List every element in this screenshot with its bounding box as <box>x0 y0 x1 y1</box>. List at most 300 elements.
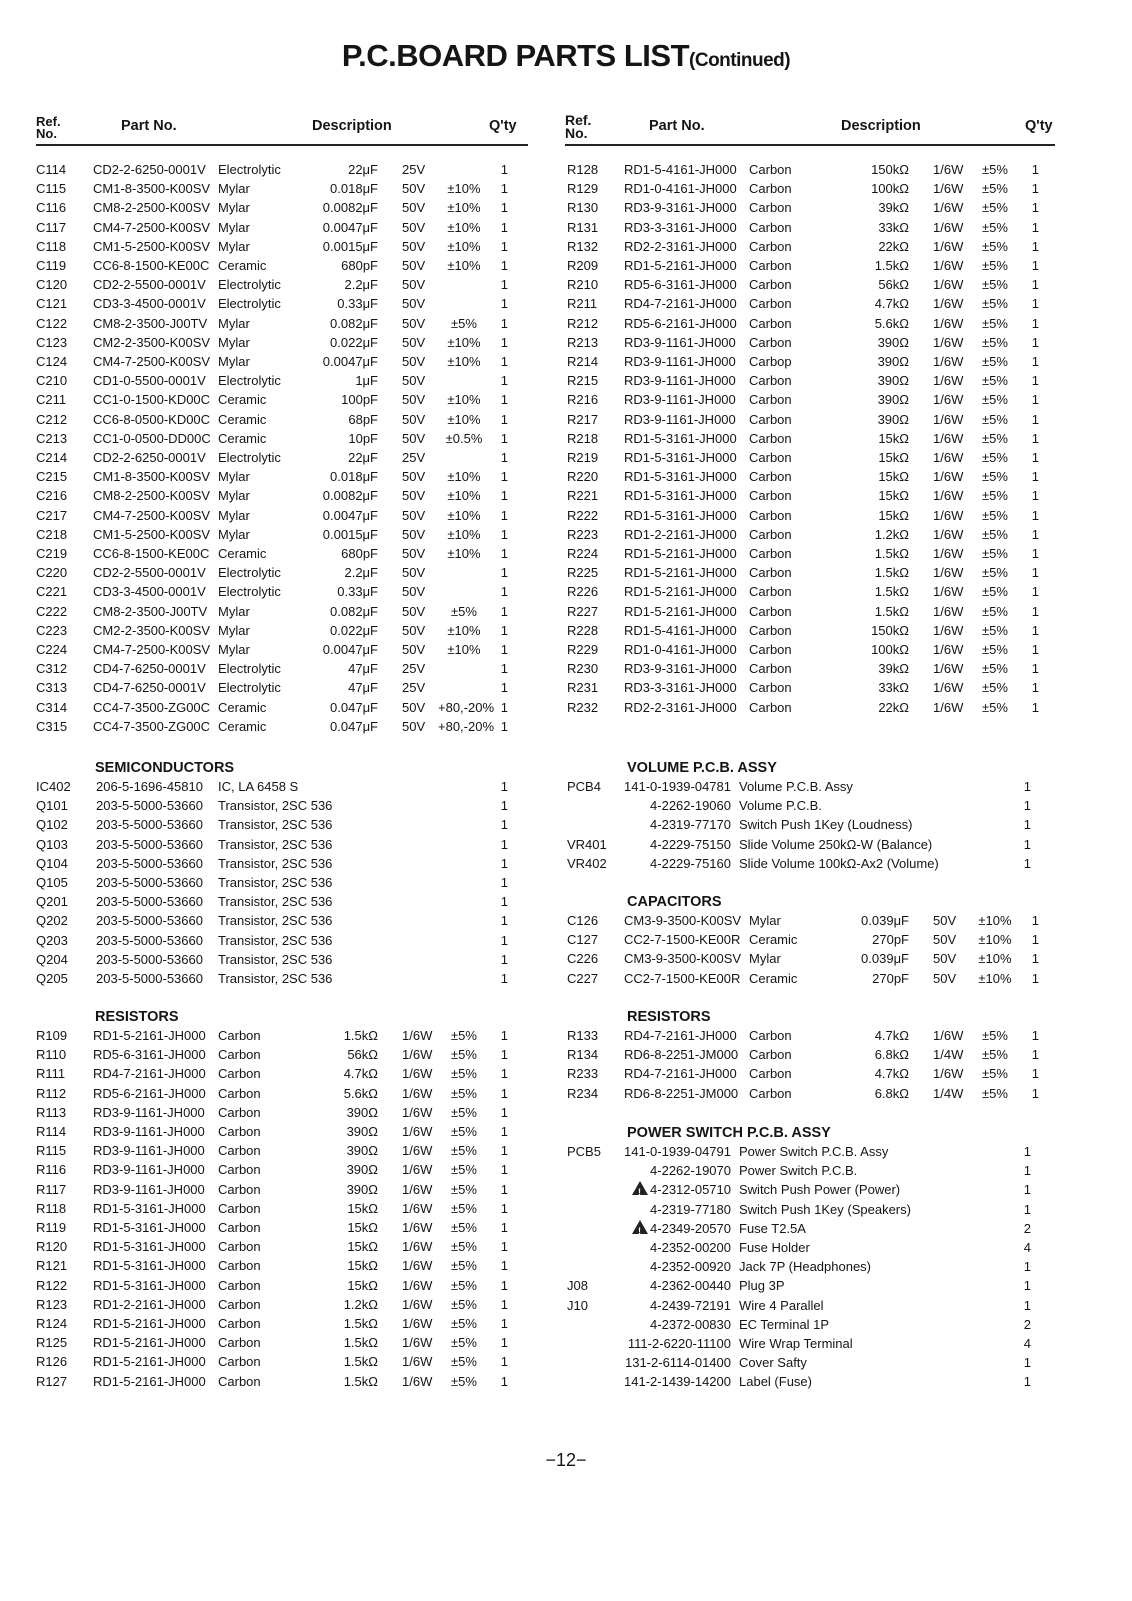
component-rating: 1/6W <box>933 430 964 446</box>
part-number: RD3-3-3161-JH000 <box>624 219 737 235</box>
quantity: 1 <box>1023 1182 1031 1198</box>
left-resistor-row <box>36 1237 536 1256</box>
component-value: 4.7kΩ <box>874 1066 909 1082</box>
quantity: 1 <box>500 1220 508 1235</box>
component-rating: 1/6W <box>402 1335 433 1351</box>
quantity: 1 <box>500 334 508 350</box>
part-number: 131-2-6114-01400 <box>624 1355 731 1371</box>
left-capacitor-row <box>36 179 536 198</box>
component-type: Carbon <box>749 488 792 504</box>
left-capacitor-row <box>36 429 536 448</box>
left-capacitor-row <box>36 698 536 717</box>
component-rating: 50V <box>402 181 426 197</box>
component-value: 680pF <box>341 546 378 561</box>
part-number: RD1-5-3161-JH000 <box>93 1277 206 1293</box>
right-capacitor-row <box>567 949 1067 968</box>
component-type: Carbon <box>749 258 792 273</box>
quantity: 1 <box>1031 181 1039 197</box>
quantity: 1 <box>1031 1028 1039 1043</box>
right-resistor-row <box>567 602 1067 621</box>
quantity: 1 <box>500 875 508 890</box>
part-number: RD1-5-3161-JH000 <box>93 1200 206 1216</box>
ref-number: C227 <box>567 970 599 986</box>
left-header-rule <box>36 144 528 146</box>
component-type: Ceramic <box>218 392 267 408</box>
ref-number: R125 <box>36 1335 68 1351</box>
component-tolerance: ±5% <box>982 680 1008 696</box>
component-value: 1.5kΩ <box>343 1316 378 1331</box>
left-capacitor-row <box>36 602 536 621</box>
component-type: Carbon <box>749 219 792 235</box>
part-number: RD1-5-2161-JH000 <box>624 603 737 619</box>
component-value: 0.0082μF <box>322 488 378 504</box>
part-number: RD1-5-4161-JH000 <box>624 162 737 177</box>
component-tolerance: ±5% <box>982 315 1008 331</box>
component-type: Carbon <box>749 411 792 427</box>
left-resistor-row <box>36 1064 536 1083</box>
right-capacitors-heading: CAPACITORS <box>627 894 722 910</box>
component-tolerance: ±5% <box>982 200 1008 216</box>
component-value: 390Ω <box>346 1104 378 1120</box>
part-number: RD1-5-3161-JH000 <box>624 450 737 465</box>
part-number: CM1-8-3500-K00SV <box>93 181 211 197</box>
ref-number: R130 <box>567 200 599 216</box>
part-number: RD3-9-1161-JH000 <box>93 1143 205 1159</box>
part-number: 203-5-5000-53660 <box>96 971 203 986</box>
component-value: 390Ω <box>346 1143 378 1159</box>
part-number: RD1-5-2161-JH000 <box>624 584 737 600</box>
component-value: 390Ω <box>877 373 909 389</box>
component-rating: 50V <box>402 642 426 657</box>
part-number: RD2-2-3161-JH000 <box>624 699 737 715</box>
part-number: !4-2349-20570 <box>571 1219 731 1238</box>
part-number: !4-2312-05710 <box>571 1180 731 1199</box>
part-number: RD1-5-2161-JH000 <box>93 1335 206 1351</box>
component-value: 47μF <box>348 661 378 677</box>
left-resistor-row <box>36 1333 536 1352</box>
item-description: Transistor, 2SC 536 <box>218 932 333 948</box>
part-number: CC6-8-1500-KE00C <box>93 546 210 561</box>
right-resistor-row <box>567 256 1067 275</box>
component-tolerance: ±5% <box>451 315 477 331</box>
part-number: RD4-7-2161-JH000 <box>624 1028 737 1043</box>
part-number: 4-2229-75160 <box>650 855 731 871</box>
part-number: CM4-7-2500-K00SV <box>93 507 211 523</box>
component-type: Mylar <box>218 219 250 235</box>
ref-number: R126 <box>36 1354 68 1370</box>
ref-number: C210 <box>36 373 68 389</box>
component-tolerance: ±5% <box>982 181 1008 197</box>
ref-number: C124 <box>36 354 68 369</box>
component-tolerance: ±5% <box>982 507 1008 523</box>
component-tolerance: ±5% <box>451 1239 477 1255</box>
component-rating: 1/6W <box>402 1373 433 1389</box>
component-value: 4.7kΩ <box>874 296 909 312</box>
quantity: 1 <box>500 258 508 273</box>
part-number: CM1-5-2500-K00SV <box>93 238 211 254</box>
part-number: RD5-6-3161-JH000 <box>624 277 737 293</box>
component-type: Mylar <box>218 354 250 369</box>
part-number: RD1-5-2161-JH000 <box>624 565 737 581</box>
component-type: Ceramic <box>218 718 267 734</box>
part-number: RD1-5-2161-JH000 <box>93 1316 206 1331</box>
part-number: RD1-5-2161-JH000 <box>93 1373 206 1389</box>
item-description: Volume P.C.B. Assy <box>739 779 853 794</box>
quantity: 1 <box>500 798 508 814</box>
component-tolerance: ±5% <box>982 354 1008 369</box>
part-number: RD1-5-3161-JH000 <box>624 488 737 504</box>
left-capacitor-row <box>36 621 536 640</box>
component-value: 100kΩ <box>871 642 909 657</box>
component-rating: 50V <box>402 565 426 581</box>
component-value: 0.0015μF <box>322 238 378 254</box>
ref-number: R116 <box>36 1162 67 1178</box>
component-rating: 1/6W <box>933 488 964 504</box>
part-number: CC2-7-1500-KE00R <box>624 970 741 986</box>
component-value: 2.2μF <box>344 277 378 293</box>
component-tolerance: ±5% <box>982 642 1008 657</box>
component-value: 1.5kΩ <box>874 546 909 561</box>
component-value: 15kΩ <box>347 1258 378 1274</box>
part-number: 203-5-5000-53660 <box>96 951 203 967</box>
quantity: 1 <box>500 661 508 677</box>
part-number: RD6-8-2251-JM000 <box>624 1085 739 1101</box>
ref-number: R234 <box>567 1085 599 1101</box>
page-title <box>0 38 1132 74</box>
left-capacitor-row <box>36 563 536 582</box>
power-switch-assy-row <box>567 1353 1067 1372</box>
left-header-part: Part No. <box>121 118 177 134</box>
component-tolerance: ±5% <box>451 1181 477 1197</box>
ref-number: C211 <box>36 392 67 408</box>
part-number: CC2-7-1500-KE00R <box>624 932 741 948</box>
left-resistor-row <box>36 1084 536 1103</box>
quantity: 1 <box>500 932 508 948</box>
component-type: Carbon <box>749 526 792 542</box>
part-number: RD4-7-2161-JH000 <box>93 1066 206 1082</box>
quantity: 1 <box>1023 1163 1031 1179</box>
quantity: 1 <box>1031 162 1039 177</box>
component-value: 22μF <box>348 162 378 177</box>
part-number: RD3-9-1161-JH000 <box>624 354 736 369</box>
quantity: 1 <box>500 699 508 715</box>
component-tolerance: ±5% <box>451 1354 477 1370</box>
part-number: RD1-5-3161-JH000 <box>624 507 737 523</box>
item-description: Transistor, 2SC 536 <box>218 971 333 986</box>
component-type: Carbon <box>218 1354 261 1370</box>
component-type: Carbon <box>749 373 792 389</box>
item-description: Transistor, 2SC 536 <box>218 894 333 910</box>
title-continued: (Continued) <box>689 50 791 71</box>
quantity: 1 <box>500 1335 508 1351</box>
component-value: 15kΩ <box>347 1277 378 1293</box>
component-type: Ceramic <box>218 258 267 273</box>
component-tolerance: +80,-20% <box>438 718 495 734</box>
ref-number: C226 <box>567 951 599 967</box>
semiconductor-row <box>36 873 536 892</box>
component-type: Carbon <box>749 680 792 696</box>
component-rating: 1/6W <box>402 1085 433 1101</box>
component-rating: 50V <box>402 277 426 293</box>
left-capacitor-row <box>36 294 536 313</box>
component-rating: 1/6W <box>933 411 964 427</box>
part-number: 141-0-1939-04791 <box>624 1144 731 1159</box>
right-resistor-row <box>567 371 1067 390</box>
component-type: Ceramic <box>218 430 267 446</box>
quantity: 1 <box>1031 546 1039 561</box>
component-value: 0.018μF <box>330 469 378 485</box>
ref-number: R228 <box>567 622 599 638</box>
quantity: 1 <box>1031 680 1039 696</box>
left-capacitor-row <box>36 525 536 544</box>
component-type: Carbon <box>749 661 792 677</box>
component-rating: 50V <box>402 507 426 523</box>
component-value: 0.022μF <box>330 622 378 638</box>
ref-number: C312 <box>36 661 68 677</box>
component-tolerance: ±5% <box>982 411 1008 427</box>
quantity: 1 <box>1031 913 1039 928</box>
component-rating: 1/6W <box>933 622 964 638</box>
component-rating: 50V <box>402 354 426 369</box>
part-number: RD3-9-1161-JH000 <box>93 1181 205 1197</box>
component-tolerance: ±5% <box>982 565 1008 581</box>
ref-number: R215 <box>567 373 599 389</box>
ref-number: R120 <box>36 1239 68 1255</box>
quantity: 1 <box>1031 354 1039 369</box>
component-rating: 1/6W <box>933 661 964 677</box>
component-value: 10pF <box>348 430 378 446</box>
left-capacitor-row <box>36 659 536 678</box>
ref-number: R226 <box>567 584 599 600</box>
quantity: 1 <box>1031 603 1039 619</box>
component-rating: 1/6W <box>933 526 964 542</box>
component-rating: 50V <box>402 296 426 312</box>
component-value: 0.0082μF <box>322 200 378 216</box>
component-value: 0.0047μF <box>322 354 378 369</box>
quantity: 1 <box>1031 507 1039 523</box>
component-type: Ceramic <box>218 546 267 561</box>
part-number: CM2-2-3500-K00SV <box>93 622 211 638</box>
component-value: 1.2kΩ <box>874 526 909 542</box>
ref-number: Q203 <box>36 932 68 948</box>
component-tolerance: ±5% <box>451 1335 477 1351</box>
semiconductor-row <box>36 931 536 950</box>
quantity: 1 <box>1031 411 1039 427</box>
component-tolerance: ±5% <box>451 1296 477 1312</box>
item-description: Transistor, 2SC 536 <box>218 913 333 929</box>
quantity: 1 <box>500 817 508 833</box>
right-resistor-row <box>567 160 1067 179</box>
part-number: CD4-7-6250-0001V <box>93 661 206 677</box>
item-description: Switch Push Power (Power) <box>739 1182 901 1198</box>
component-value: 0.018μF <box>330 181 378 197</box>
component-tolerance: ±5% <box>451 1373 477 1389</box>
component-type: Carbop <box>749 354 792 369</box>
volume-assy-row <box>567 796 1067 815</box>
component-type: Carbon <box>749 430 792 446</box>
quantity: 1 <box>500 680 508 696</box>
component-type: Mylar <box>218 642 250 657</box>
component-value: 33kΩ <box>878 219 909 235</box>
component-value: 150kΩ <box>871 162 909 177</box>
component-value: 1.5kΩ <box>874 565 909 581</box>
component-type: Mylar <box>218 603 250 619</box>
part-number: 141-0-1939-04781 <box>624 779 731 794</box>
right-resistor-row <box>567 179 1067 198</box>
warning-triangle-icon <box>632 1220 648 1234</box>
item-description: Jack 7P (Headphones) <box>739 1259 872 1275</box>
ref-number: Q204 <box>36 951 68 967</box>
component-tolerance: ±5% <box>451 1104 477 1120</box>
component-rating: 1/6W <box>402 1143 433 1159</box>
component-tolerance: ±10% <box>447 334 481 350</box>
quantity: 1 <box>500 1085 508 1101</box>
component-type: Electrolytic <box>218 277 281 293</box>
right-resistor-row <box>567 429 1067 448</box>
ref-number: C119 <box>36 258 67 273</box>
ref-number: Q102 <box>36 817 68 833</box>
ref-number: Q202 <box>36 913 68 929</box>
component-value: 0.039μF <box>861 913 909 928</box>
component-value: 33kΩ <box>878 680 909 696</box>
component-tolerance: ±10% <box>978 932 1012 948</box>
ref-number: C114 <box>36 162 67 177</box>
component-tolerance: ±5% <box>451 1047 477 1063</box>
right-header-part: Part No. <box>649 118 705 134</box>
right-resistor-row <box>567 525 1067 544</box>
quantity: 1 <box>1031 661 1039 677</box>
part-number: RD1-5-2161-JH000 <box>93 1028 206 1043</box>
component-tolerance: ±5% <box>451 1066 477 1082</box>
ref-number: C215 <box>36 469 68 485</box>
quantity: 1 <box>1031 373 1039 389</box>
component-value: 0.047μF <box>330 699 378 715</box>
part-number: CC1-0-0500-DD00C <box>93 430 211 446</box>
part-number: CM4-7-2500-K00SV <box>93 642 211 657</box>
component-rating: 50V <box>402 584 426 600</box>
part-number: RD3-9-1161-JH000 <box>624 334 736 350</box>
component-type: Mylar <box>218 622 250 638</box>
quantity: 1 <box>500 1181 508 1197</box>
ref-number: R123 <box>36 1296 68 1312</box>
component-type: Carbon <box>218 1181 261 1197</box>
component-value: 4.7kΩ <box>874 1028 909 1043</box>
component-type: Electrolytic <box>218 162 281 177</box>
ref-number: R233 <box>567 1066 599 1082</box>
component-rating: 50V <box>402 238 426 254</box>
component-type: Carbon <box>749 1047 792 1063</box>
ref-number: PCB4 <box>567 779 601 794</box>
ref-number: R221 <box>567 488 599 504</box>
part-number: CD2-2-6250-0001V <box>93 450 206 465</box>
component-rating: 1/6W <box>402 1258 433 1274</box>
part-number: RD1-5-2161-JH000 <box>93 1354 206 1370</box>
ref-number: R110 <box>36 1047 67 1063</box>
quantity: 1 <box>1031 642 1039 657</box>
right-resistor-row <box>567 678 1067 697</box>
part-number: RD4-7-2161-JH000 <box>624 1066 737 1082</box>
part-number: RD3-9-3161-JH000 <box>624 200 737 216</box>
component-value: 56kΩ <box>347 1047 378 1063</box>
component-type: Carbon <box>218 1124 261 1139</box>
quantity: 1 <box>500 1316 508 1331</box>
component-type: Mylar <box>218 238 250 254</box>
left-resistor-row <box>36 1295 536 1314</box>
quantity: 4 <box>1023 1240 1031 1255</box>
left-capacitor-row <box>36 544 536 563</box>
ref-number: Q205 <box>36 971 68 986</box>
quantity: 1 <box>1023 1201 1031 1217</box>
part-number: 203-5-5000-53660 <box>96 817 203 833</box>
quantity: 1 <box>500 430 508 446</box>
left-resistor-row <box>36 1160 536 1179</box>
component-tolerance: ±5% <box>982 469 1008 485</box>
component-rating: 50V <box>402 411 426 427</box>
item-description: Transistor, 2SC 536 <box>218 798 333 814</box>
left-capacitor-row <box>36 198 536 217</box>
item-description: Transistor, 2SC 536 <box>218 855 333 871</box>
right-resistor-row <box>567 333 1067 352</box>
quantity: 1 <box>500 1028 508 1043</box>
component-rating: 50V <box>402 200 426 216</box>
component-tolerance: ±10% <box>978 970 1012 986</box>
component-rating: 1/4W <box>933 1085 964 1101</box>
item-description: Switch Push 1Key (Loudness) <box>739 817 913 833</box>
part-number: RD3-9-1161-JH000 <box>93 1162 205 1178</box>
component-tolerance: ±10% <box>447 411 481 427</box>
ref-number: R218 <box>567 430 599 446</box>
ref-number: R111 <box>36 1066 66 1082</box>
component-tolerance: ±5% <box>451 1258 477 1274</box>
part-number: CD2-2-6250-0001V <box>93 162 206 177</box>
left-resistor-row <box>36 1314 536 1333</box>
part-number: RD1-5-3161-JH000 <box>93 1220 206 1235</box>
component-tolerance: ±10% <box>447 200 481 216</box>
page-number: −12− <box>545 1450 587 1470</box>
component-rating: 1/6W <box>933 238 964 254</box>
component-tolerance: ±5% <box>982 661 1008 677</box>
component-tolerance: ±5% <box>451 1143 477 1159</box>
component-type: Mylar <box>218 469 250 485</box>
right-capacitor-row <box>567 911 1067 930</box>
component-rating: 50V <box>933 932 957 948</box>
component-tolerance: ±10% <box>447 392 481 408</box>
component-rating: 1/6W <box>402 1104 433 1120</box>
quantity: 1 <box>500 296 508 312</box>
component-tolerance: ±5% <box>982 334 1008 350</box>
component-rating: 50V <box>402 315 426 331</box>
component-tolerance: ±10% <box>447 469 481 485</box>
item-description: Slide Volume 250kΩ-W (Balance) <box>739 836 933 852</box>
left-capacitor-row <box>36 352 536 371</box>
component-rating: 50V <box>402 488 426 504</box>
part-number: RD1-5-2161-JH000 <box>624 546 737 561</box>
semiconductor-row <box>36 777 536 796</box>
component-value: 0.0015μF <box>322 526 378 542</box>
component-value: 0.047μF <box>330 718 378 734</box>
component-rating: 1/6W <box>933 450 964 465</box>
volume-assy-row <box>567 777 1067 796</box>
ref-number: Q101 <box>36 798 68 814</box>
part-number: RD1-5-3161-JH000 <box>93 1239 206 1255</box>
component-type: Carbon <box>749 546 792 561</box>
ref-number: R219 <box>567 450 599 465</box>
component-tolerance: ±5% <box>982 622 1008 638</box>
quantity: 1 <box>500 277 508 293</box>
volume-assy-row <box>567 835 1067 854</box>
ref-number: J10 <box>567 1297 588 1313</box>
component-rating: 1/6W <box>933 200 964 216</box>
